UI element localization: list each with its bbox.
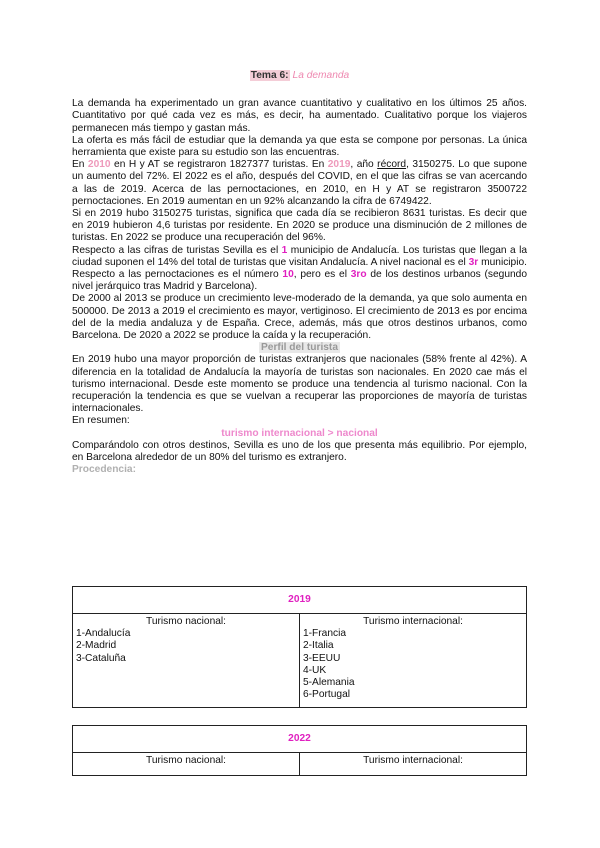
paragraph-intro-1: La demanda ha experimentado un gran avance cuantitativo y cualitativo en los últimos 25 años. Cuantitativo por qué cada vez es más, es decir, ha aumentado. Cualitativo porque los viajeros permanecen más tiempo y gastan más.: [72, 98, 527, 134]
paragraph-2010-2019: En 2010 en H y AT se registraron 1827377 turistas. En 2019, año récord, 3150275. Lo que supone un aumento del 72%. El 2022 es el año, después del COVID, en el que las cifras se van acercando a las de 2019. Acerca de las pernoctaciones, en 2010, en H y AT se registraron 3500722 pernoctaciones. En 2019 aumentan en un 92% alcanzando la cifra de 6749422.: [72, 159, 527, 207]
table-2019-nacional: [73, 614, 300, 708]
table-2022-year: 2022: [73, 726, 527, 753]
summary-highlight: turismo internacional > nacional: [221, 427, 378, 439]
page-title: [72, 70, 527, 82]
record-word: récord: [377, 159, 407, 171]
rank-10: 10: [282, 269, 294, 281]
rank-3r: 3r: [468, 256, 479, 268]
list-item: 1-Andalucía: [76, 628, 131, 640]
table-2022-nacional: [73, 753, 300, 776]
table-2022: [72, 725, 527, 776]
list-item: 3-Cataluña: [76, 652, 126, 664]
section-heading-perfil: Perfil del turista: [261, 342, 338, 354]
paragraph-ranking: Respecto a las cifras de turistas Sevilla es el 1 municipio de Andalucía. Los turistas que llegan a la ciudad suponen el 14% del total de turistas que visitan Andalucía. A nivel nacional es el 3r municipio. Respecto a las pernoctaciones es el número 10, pero es el 3ro de los destinos urbanos (segundo nivel jerárquico tras Madrid y Barcelona).: [72, 244, 527, 293]
table-2019-internacional: [300, 614, 527, 708]
year-2010: 2010: [87, 159, 111, 171]
rank-3ro: 3ro: [350, 269, 367, 281]
table-2019-year: 2019: [73, 587, 527, 614]
title-label: Tema 6:: [250, 70, 289, 81]
list-item: 4-UK: [303, 664, 327, 676]
table-2019: [72, 586, 527, 708]
list-item: 1-Francia: [303, 628, 347, 640]
table-2022-internacional: [300, 753, 527, 776]
list-item: 5-Alemania: [303, 677, 355, 689]
list-item: 2-Madrid: [76, 640, 117, 652]
nacional-title: Turismo nacional:: [145, 616, 227, 627]
paragraph-perfil: En 2019 hubo una mayor proporción de turistas extranjeros que nacionales (58% frente al 42%). A diferencia en la totalidad de Andalucía la mayoría de turistas son nacionales. En 2020 cae más el turismo internacional. Desde este momento se produce una tendencia al turismo nacional. Con la recuperación la tendencia es que se vuelvan a recuperar las proporciones de mayoría de turistas internacionales.: [72, 354, 527, 415]
paragraph-turistas-dia: Si en 2019 hubo 3150275 turistas, significa que cada día se recibieron 8631 turistas. Es decir que en 2019 hubieron 4,6 turistas por residente. En 2020 se produce una disminución de 2 millones de turistas. En 2022 se produce una recuperación del 96%.: [72, 208, 527, 244]
document-body: [72, 70, 527, 477]
title-subtitle: La demanda: [292, 70, 350, 81]
internacional-title: Turismo internacional:: [363, 755, 463, 766]
paragraph-intro-2: La oferta es más fácil de estudiar que la demanda ya que esta se compone por personas. La única herramienta que existe para su estudio son las encuentras.: [72, 134, 527, 159]
list-item: 2-Italia: [303, 640, 334, 652]
list-item: 3-EEUU: [303, 652, 341, 664]
year-2019: 2019: [327, 159, 351, 171]
rank-1: 1: [281, 244, 288, 256]
paragraph-crecimiento: De 2000 al 2013 se produce un crecimiento leve-moderado de la demanda, ya que solo aumenta en 500000. De 2013 a 2019 el crecimiento es mayor, vertiginoso. El crecimiento de 2013 es por encima del de la media andaluza y de España. Crece, además, más que otros destinos urbanos, como Barcelona. De 2020 a 2022 se produce la caída y la recuperación.: [72, 293, 527, 342]
nacional-title: Turismo nacional:: [145, 755, 227, 766]
list-item: 6-Portugal: [303, 689, 351, 701]
resumen-label: En resumen:: [72, 415, 130, 427]
section-heading-procedencia: Procedencia:: [72, 464, 136, 476]
internacional-title: Turismo internacional:: [363, 616, 463, 627]
paragraph-comparacion: Comparándolo con otros destinos, Sevilla es uno de los que presenta más equilibrio. Por ejemplo, en Barcelona alrededor de un 80% del turismo es extranjero.: [72, 439, 527, 464]
